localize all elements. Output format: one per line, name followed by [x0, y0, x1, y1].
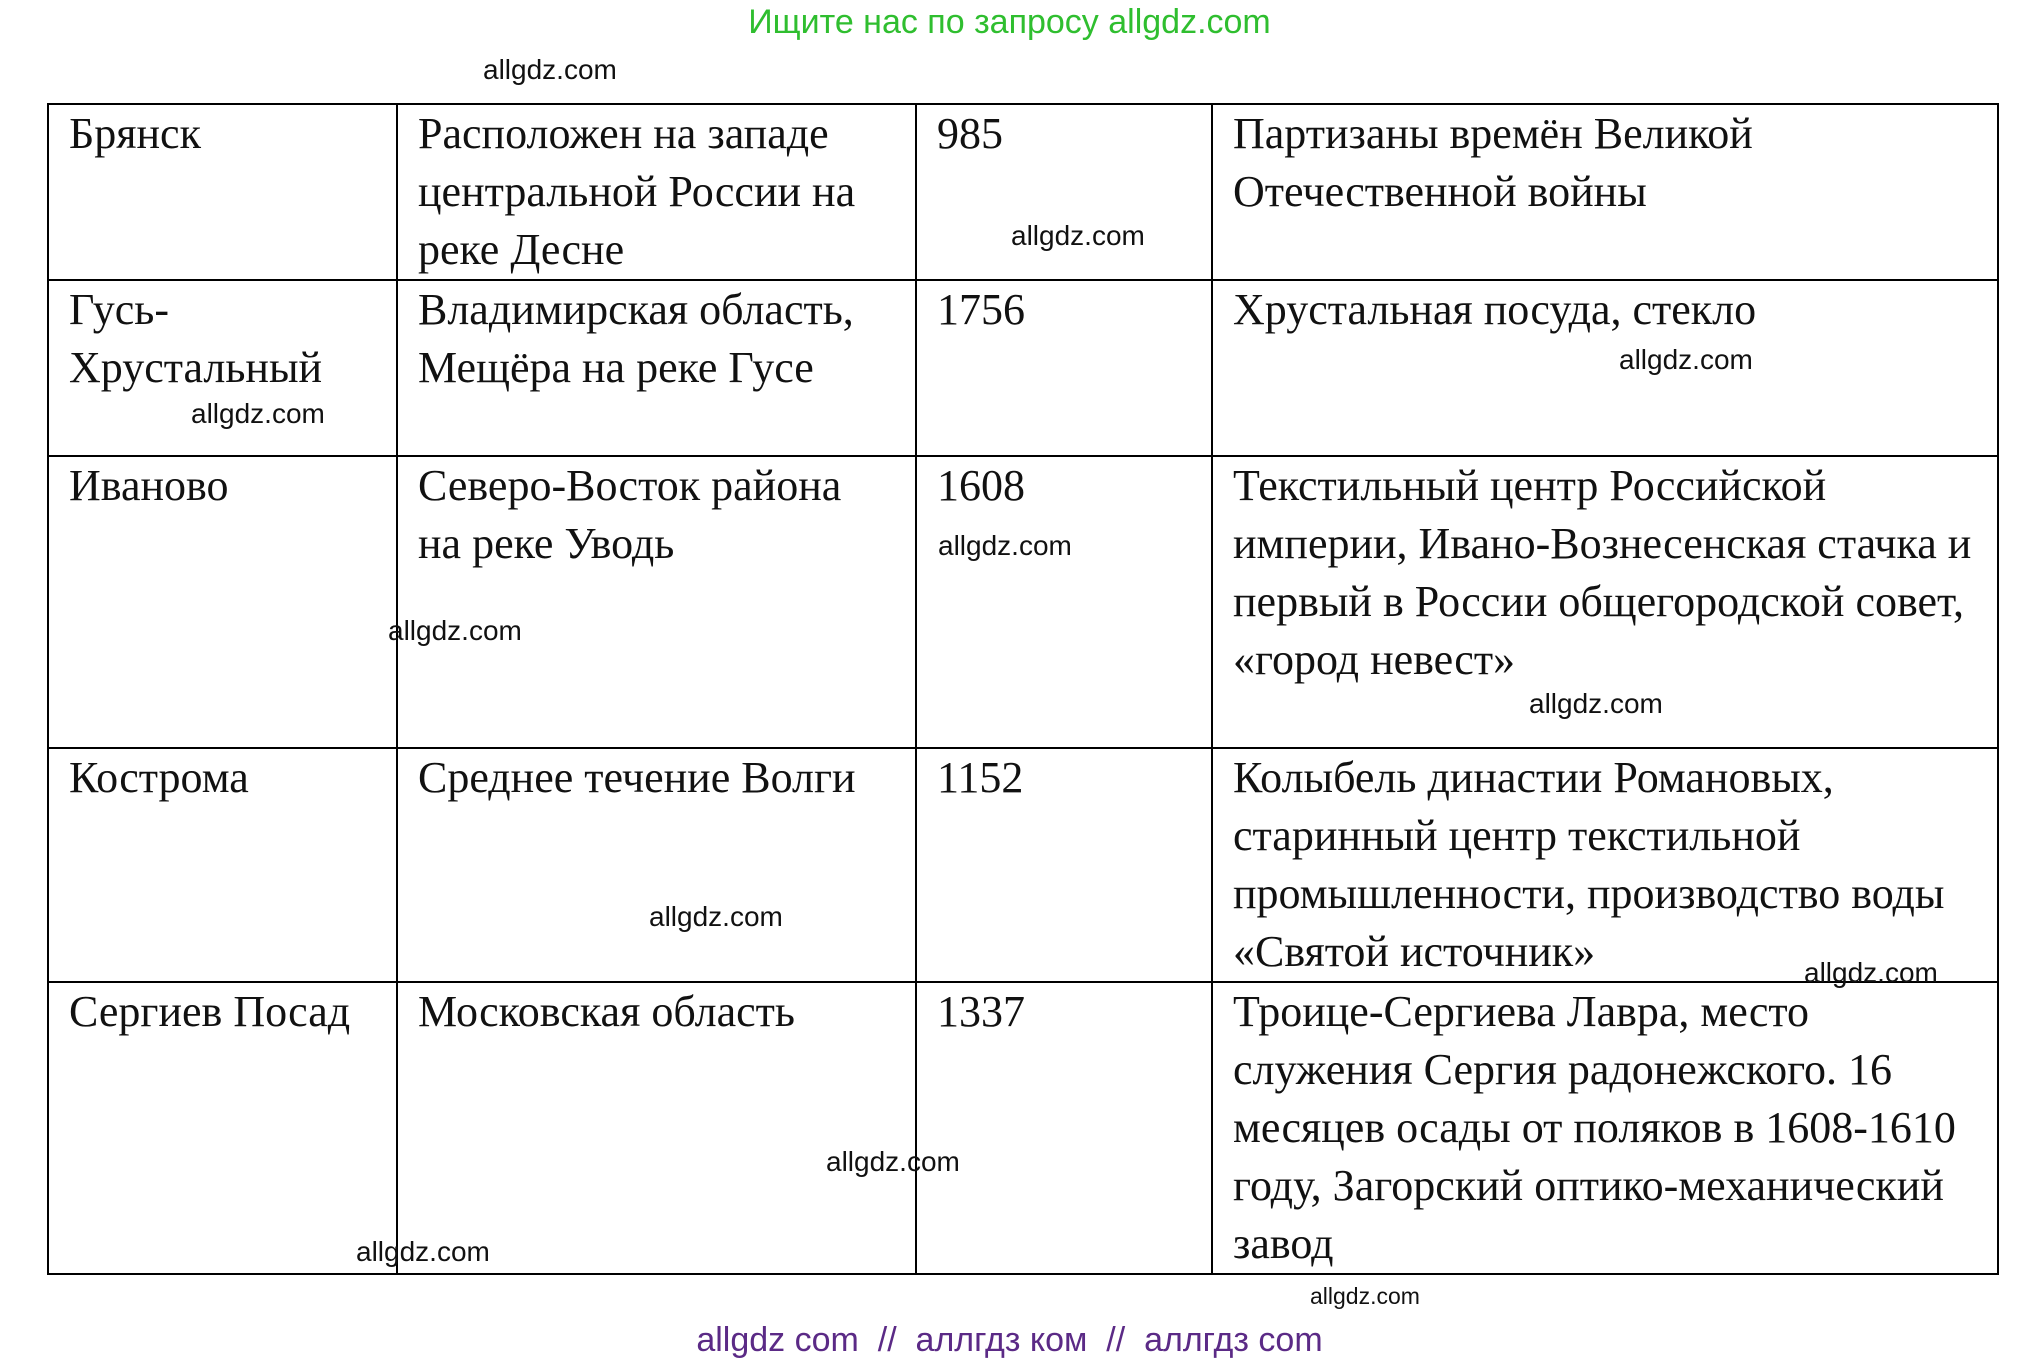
top-search-banner: Ищите нас по запросу allgdz.com	[748, 3, 1271, 41]
bottom-site-banner: allgdz com // аллгдз ком // аллгдз com	[696, 1321, 1323, 1359]
table-row	[48, 748, 1998, 982]
location-cell: Московская область	[397, 982, 916, 1274]
watermark-text: allgdz.com	[388, 615, 522, 646]
city-cell: Кострома	[48, 748, 397, 982]
year-cell: 1608	[916, 456, 1212, 748]
notes-cell: Колыбель династии Романовых, старинный центр текстильной промышленности, производство воды «Святой источник»	[1212, 748, 1998, 982]
city-cell: Брянск	[48, 104, 397, 280]
location-cell: Расположен на западе центральной России на реке Десне	[397, 104, 916, 280]
watermark-text: allgdz.com	[938, 530, 1072, 561]
watermark-text: allgdz.com	[483, 54, 617, 85]
watermark-text: allgdz.com	[1310, 1283, 1420, 1309]
location-cell: Среднее течение Волги	[397, 748, 916, 982]
table-row	[48, 104, 1998, 280]
table-row	[48, 456, 1998, 748]
watermark-text: allgdz.com	[649, 901, 783, 932]
watermark-text: allgdz.com	[1011, 220, 1145, 251]
notes-cell: Партизаны времён Великой Отечественной войны	[1212, 104, 1998, 280]
cities-table	[47, 103, 1999, 1275]
table-row	[48, 982, 1998, 1274]
year-cell: 1756	[916, 280, 1212, 456]
year-cell: 985	[916, 104, 1212, 280]
location-cell: Владимирская область, Мещёра на реке Гусе	[397, 280, 916, 456]
city-cell: Гусь-Хрустальный	[48, 280, 397, 456]
notes-cell: Текстильный центр Российской империи, Ивано-Вознесенская стачка и первый в России общегородской совет, «город невест»	[1212, 456, 1998, 748]
watermark-text: allgdz.com	[191, 398, 325, 429]
watermark-text: allgdz.com	[356, 1236, 490, 1267]
notes-cell: Хрустальная посуда, стекло	[1212, 280, 1998, 456]
city-cell: Иваново	[48, 456, 397, 748]
city-cell: Сергиев Посад	[48, 982, 397, 1274]
watermark-text: allgdz.com	[1619, 344, 1753, 375]
watermark-text: allgdz.com	[1804, 957, 1938, 988]
watermark-text: allgdz.com	[826, 1146, 960, 1177]
year-cell: 1152	[916, 748, 1212, 982]
watermark-text: allgdz.com	[1529, 688, 1663, 719]
year-cell: 1337	[916, 982, 1212, 1274]
notes-cell: Троице-Сергиева Лавра, место служения Сергия радонежского. 16 месяцев осады от поляков в 1608-1610 году, Загорский оптико-механический завод	[1212, 982, 1998, 1274]
location-cell: Северо-Восток района на реке Уводь	[397, 456, 916, 748]
